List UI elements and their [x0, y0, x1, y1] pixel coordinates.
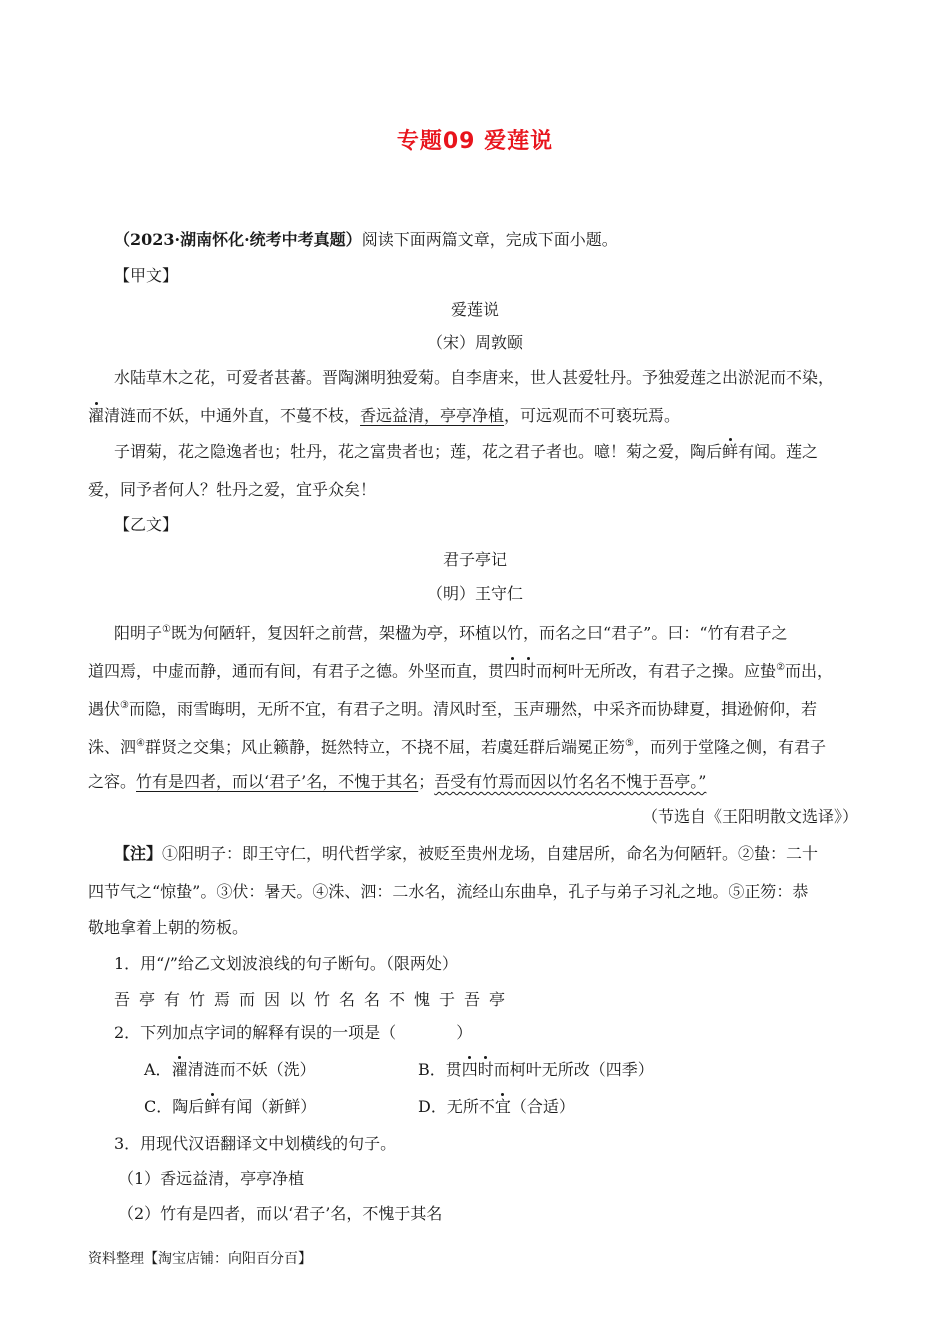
footnote-mark: ① — [162, 624, 171, 635]
text-span: 2．下列加点字词的解释有误的一项是（ — [114, 1023, 397, 1042]
dotted-char: 四 — [461, 1060, 478, 1079]
text-span: 之容。 — [88, 772, 137, 791]
footnote-mark: ⑤ — [625, 738, 634, 749]
option-label: A． — [144, 1060, 172, 1079]
dotted-char: 鲜 — [204, 1097, 221, 1116]
yi-source: （节选自《王阳明散文选译》） — [641, 807, 858, 826]
option-label: D．无所不 — [418, 1097, 495, 1116]
yi-author: （明）王守仁 — [426, 584, 523, 603]
text-span: 既为何陋轩，复因轩之前营，架楹为亭，环植以竹，而名之曰“君子”。曰：“竹有君子之 — [170, 623, 788, 643]
text-span: ①阳明子：即王守仁，明代哲学家，被贬至贵州龙场，自建居所，命名为何陋轩。②蛰：二十 — [162, 844, 819, 863]
exam-source: （2023·湖南怀化·统考中考真题） — [114, 230, 362, 249]
option-a[interactable] — [144, 1060, 316, 1080]
notes-label: 【注】 — [114, 844, 163, 863]
yi-line3 — [88, 696, 817, 719]
yi-line1 — [114, 620, 788, 643]
text-span: ，可远观而不可亵玩焉。 — [504, 406, 681, 425]
jia-p2-line1 — [114, 442, 818, 462]
footnote-mark: ③ — [120, 700, 129, 711]
yi-line5 — [88, 772, 706, 792]
text-span: ； — [418, 772, 435, 791]
dotted-char: 鲜 — [722, 442, 739, 461]
jia-label: 【甲文】 — [114, 266, 179, 285]
notes-line2: 四节气之“惊蛰”。③伏：暑天。④洙、泗：二水名，流经山东曲阜，孔子与弟子习礼之地。⑤正笏：恭 — [88, 882, 809, 901]
text-span: 道四焉，中虚而静，通而有间，有君子之德。外坚而直，贯 — [88, 661, 505, 681]
text-span: 而柯叶无所改（四季） — [493, 1060, 654, 1079]
question-intro — [114, 230, 618, 250]
dotted-char: 时 — [477, 1060, 494, 1079]
dotted-char: 濯 — [171, 1060, 188, 1079]
question-1: 1．用“/”给乙文划波浪线的句子断句。（限两处） — [114, 954, 458, 973]
yi-line2 — [88, 658, 833, 681]
jia-heading: 爱莲说 — [450, 300, 499, 319]
notes-line3: 敬地拿着上朝的笏板。 — [88, 918, 249, 937]
page-footer: 资料整理【淘宝店铺：向阳百分百】 — [88, 1251, 312, 1267]
text-span: 有闻。莲之 — [738, 442, 819, 461]
footnote-mark: ② — [776, 662, 786, 673]
question-3: 3．用现代汉语翻译文中划横线的句子。 — [114, 1134, 397, 1153]
notes-line1 — [114, 844, 818, 864]
dotted-char: 濯 — [88, 406, 105, 425]
text-span: （合适） — [510, 1097, 575, 1116]
option-b[interactable] — [418, 1060, 654, 1080]
text-span: 洙、泗 — [88, 737, 137, 757]
dotted-char: 四 — [504, 661, 521, 681]
wavy-underlined-sentence: 吾受有竹焉而因以竹名名不愧于吾亭。” — [434, 772, 707, 791]
page-title: 专题09 爱莲说 — [396, 129, 554, 154]
text-span: 群贤之交集；风止籁静，挺然特立，不挠不屈，若虞廷群后端冕正笏 — [144, 737, 625, 757]
jia-p1-line2 — [88, 406, 680, 426]
question-3-item-2: （2）竹有是四者，而以‘君子’名，不愧于其名 — [118, 1204, 443, 1223]
option-c[interactable] — [144, 1097, 316, 1117]
dotted-char: 宜 — [494, 1097, 511, 1116]
text-span: 而隐，雨雪晦明，无所不宜，有君子之明。清风时至，玉声珊然，中采齐而协肆夏，揖逊俯仰，若 — [128, 699, 817, 719]
yi-heading: 君子亭记 — [442, 550, 507, 569]
text-span: 清涟而不妖（洗） — [187, 1060, 316, 1079]
underlined-sentence: 香远益清，亭亭净植 — [360, 406, 505, 425]
instruction-text: 阅读下面两篇文章，完成下面小题。 — [361, 230, 618, 249]
option-d[interactable] — [418, 1097, 575, 1117]
text-span: 而出， — [785, 661, 834, 681]
text-span: 子谓菊，花之隐逸者也；牡丹，花之富贵者也；莲，花之君子者也。噫！菊之爱，陶后 — [114, 442, 723, 461]
jia-p2-line2: 爱，同予者何人？牡丹之爱，宜乎众矣！ — [88, 480, 377, 499]
dotted-char: 时 — [520, 661, 537, 681]
text-span: 而柯叶无所改，有君子之操。应蛰 — [536, 661, 777, 681]
jia-p1-line1: 水陆草木之花，可爱者甚蕃。晋陶渊明独爱菊。自李唐来，世人甚爱牡丹。予独爱莲之出淤泥而不染， — [114, 368, 835, 387]
text-span: ） — [456, 1023, 473, 1042]
question-1-sentence: 吾亭有竹焉而因以竹名名不愧于吾亭 — [114, 990, 515, 1009]
yi-label: 【乙文】 — [114, 515, 179, 534]
text-span: 遇伏 — [88, 699, 121, 719]
text-span: 有闻（新鲜） — [220, 1097, 317, 1116]
text-span: ，而列于堂隆之侧，有君子 — [633, 737, 826, 757]
option-label: B．贯 — [418, 1060, 462, 1079]
question-2 — [114, 1023, 472, 1043]
text-span: 清涟而不妖，中通外直，不蔓不枝， — [104, 406, 361, 425]
jia-author: （宋）周敦颐 — [426, 333, 523, 352]
underlined-sentence: 竹有是四者，而以‘君子’名，不愧于其名 — [136, 772, 419, 791]
yi-line4 — [88, 734, 826, 757]
text-span: 阳明子 — [114, 623, 163, 643]
footnote-mark: ④ — [136, 738, 145, 749]
option-label: C．陶后 — [144, 1097, 205, 1116]
question-3-item-1: （1）香远益清，亭亭净植 — [118, 1169, 305, 1188]
